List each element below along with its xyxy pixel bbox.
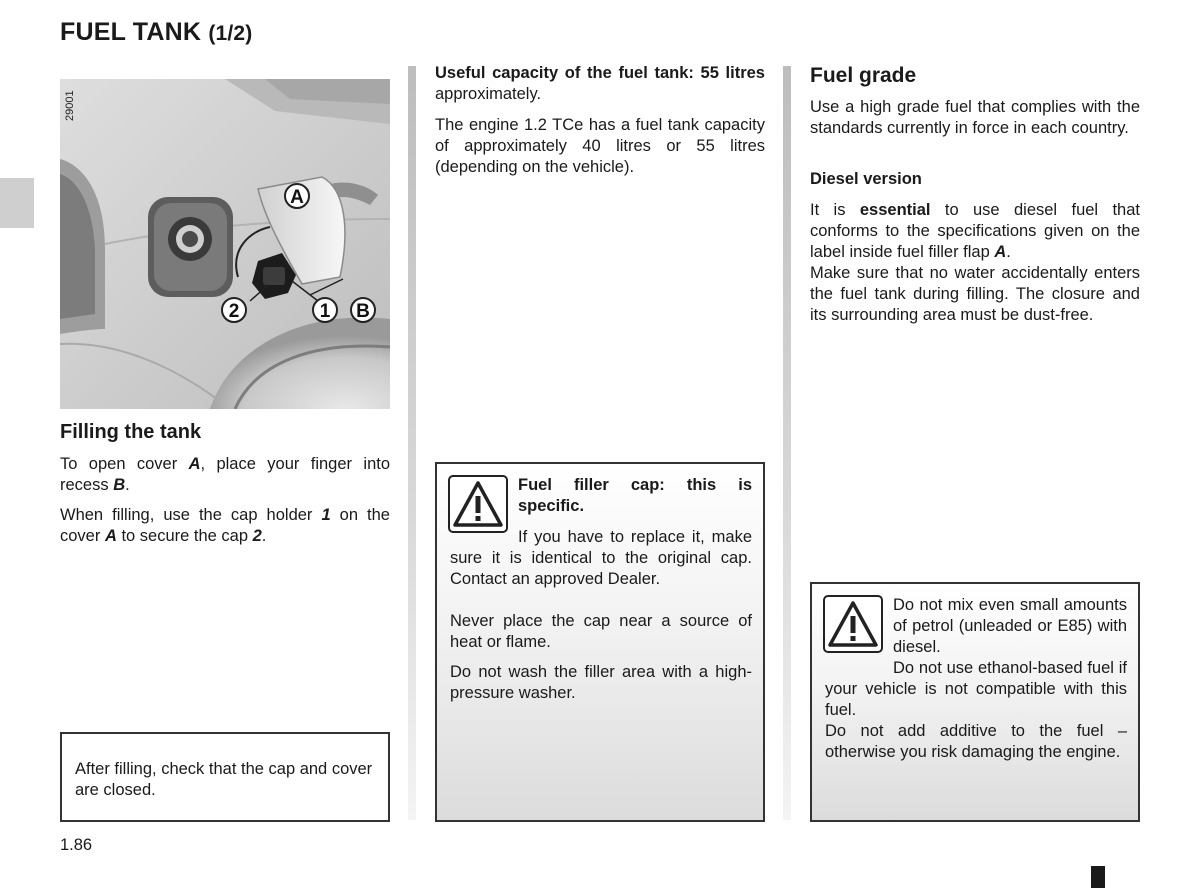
callout-one <box>313 298 337 322</box>
callout-a-label: A <box>290 187 304 208</box>
ref-two: 2 <box>252 527 262 545</box>
diesel-heading: Diesel version <box>810 170 922 188</box>
diesel-paragraph: It is essential to use diesel fuel that conforms to the specifications given on the label inside fuel filler flap A. <box>810 201 1140 261</box>
ref-a: A <box>188 455 201 473</box>
diesel-warning <box>810 582 1140 822</box>
column-divider-right <box>783 66 791 820</box>
note-text: After filling, check that the cap and cover are closed. <box>75 760 373 799</box>
warning-icon <box>448 475 508 533</box>
filling-heading: Filling the tank <box>60 421 202 443</box>
fuel-flap-illustration <box>60 79 390 409</box>
capacity-bold: Useful capacity of the fuel tank: 55 litres <box>435 64 765 82</box>
title-text: FUEL TANK <box>60 18 202 46</box>
ref-b: B <box>113 476 126 494</box>
cap-warning-title: Fuel filler cap: this is specific. <box>518 476 752 515</box>
column-divider-left <box>408 66 416 820</box>
fuel-grade-heading: Fuel grade <box>810 64 917 87</box>
callout-b-label: B <box>356 301 370 322</box>
capacity-paragraph: Useful capacity of the fuel tank: 55 litres approximately. <box>435 64 765 103</box>
ref-a: A <box>104 527 117 545</box>
cap-warning-p3: Do not wash the filler area with a high-pressure washer. <box>450 663 752 702</box>
filling-paragraph-2: When filling, use the cap holder 1 on the cover A to secure the cap 2. <box>60 506 390 545</box>
note-box <box>60 732 390 822</box>
callout-b <box>351 298 375 322</box>
title-suffix: (1/2) <box>208 22 253 45</box>
cap-warning-p1: If you have to replace it, make sure it is identical to the original cap. Contact an approved Dealer. <box>450 528 752 588</box>
filling-paragraph-1: To open cover A, place your finger into recess B. <box>60 455 390 494</box>
section-tab <box>0 178 34 228</box>
callout-one-label: 1 <box>319 301 331 322</box>
fuel-grade-paragraph: Use a high grade fuel that complies with the standards currently in force in each country. <box>810 98 1140 137</box>
callout-two-label: 2 <box>228 301 240 322</box>
cap-warning-p2: Never place the cap near a source of heat or flame. <box>450 612 752 651</box>
ref-one: 1 <box>321 506 331 524</box>
corner-mark <box>1091 866 1105 888</box>
ref-a: A <box>994 243 1007 261</box>
page-title <box>60 18 253 47</box>
engine-capacity-paragraph: The engine 1.2 TCe has a fuel tank capacity of approximately 40 litres or 55 litres (depending on the vehicle). <box>435 116 765 176</box>
callout-two <box>222 298 246 322</box>
essential-word: essential <box>859 201 931 219</box>
diesel-warning-p3: Do not add additive to the fuel – otherwise you risk damaging the engine. <box>825 722 1127 761</box>
diesel-warning-p2: Do not use ethanol-based fuel if your vehicle is not compatible with this fuel. <box>825 659 1127 719</box>
figure-code: 29001 <box>64 90 76 121</box>
callout-a <box>285 184 309 208</box>
warning-icon <box>823 595 883 653</box>
water-paragraph: Make sure that no water accidentally enters the fuel tank during filling. The closure and its surrounding area must be dust-free. <box>810 264 1140 324</box>
diesel-warning-p1: Do not mix even small amounts of petrol (unleaded or E85) with diesel. <box>893 596 1127 656</box>
fuel-cap-warning <box>435 462 765 822</box>
page-number: 1.86 <box>60 836 93 854</box>
